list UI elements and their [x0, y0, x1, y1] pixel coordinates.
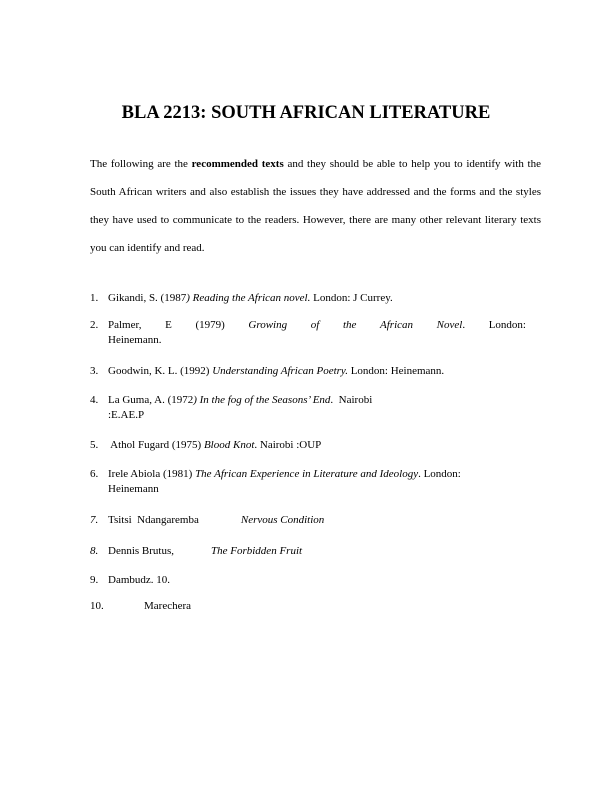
- reference-author: Athol Fugard (1975): [108, 439, 204, 451]
- intro-paragraph: [90, 150, 541, 262]
- reference-author-word: (1979): [195, 319, 225, 331]
- reference-line-2: Heinemann.: [108, 334, 162, 346]
- reference-number: 1.: [90, 292, 99, 304]
- reference-number: 3.: [90, 365, 99, 377]
- reference-number: 6.: [90, 468, 99, 480]
- reference-title-word: African: [380, 319, 414, 331]
- reference-publisher: London: Heinemann.: [347, 365, 445, 377]
- reference-item-6: [90, 467, 541, 497]
- reference-author: Dennis Brutus,: [108, 545, 174, 557]
- reference-number: 9.: [90, 574, 99, 586]
- reference-author: Gikandi, S. (1987: [108, 292, 187, 304]
- reference-title-word: the: [342, 319, 357, 331]
- reference-item-8: [90, 544, 541, 559]
- intro-text-after: and they should be able to help you to identify with the South African writers and also establish the issues they have addressed and the forms and the styles they have used to communicate to the readers. However, there are many other relevant literary texts you can identify and read.: [90, 158, 541, 254]
- reference-publisher: London:: [488, 319, 526, 331]
- reference-author-word: E: [165, 319, 172, 331]
- reference-number: 8.: [90, 545, 99, 557]
- reference-line-1: [108, 318, 526, 333]
- reference-item-4: [90, 393, 541, 423]
- reference-item-9: [90, 573, 541, 588]
- reference-text: Dambudz. 10.: [108, 574, 171, 586]
- reference-author: Tsitsi Ndangaremba: [108, 514, 199, 526]
- reference-title: ) In the fog of the Seasons’ End: [193, 394, 331, 406]
- reference-publisher: . Nairobi :OUP: [254, 439, 322, 451]
- reference-line-2: :E.AE.P: [108, 409, 145, 421]
- reference-number: 4.: [90, 394, 99, 406]
- reference-punctuation: .: [462, 319, 466, 331]
- reference-title-word: Growing: [248, 319, 288, 331]
- reference-title-word: Novel: [436, 319, 463, 331]
- reference-title: Nervous Condition: [240, 514, 325, 526]
- reference-line-2: Heinemann: [108, 483, 159, 495]
- intro-text-before: The following are the: [90, 158, 192, 170]
- reference-item-7: [90, 513, 541, 528]
- reference-number: 10.: [90, 600, 104, 612]
- reference-title: Blood Knot: [203, 439, 255, 451]
- reference-publisher: . London:: [418, 468, 461, 480]
- reference-title: The African Experience in Literature and Ideology: [195, 468, 419, 480]
- reference-item-5: [90, 438, 541, 453]
- reference-title-word: of: [310, 319, 320, 331]
- reference-item-10: [90, 599, 541, 614]
- reference-number: 7.: [90, 514, 99, 526]
- reference-number: 5.: [90, 439, 99, 451]
- reference-author-word: Palmer,: [108, 319, 142, 331]
- reference-author: Irele Abiola (1981): [108, 468, 196, 480]
- reference-number: 2.: [90, 319, 99, 331]
- reference-item-3: [90, 364, 541, 379]
- reference-item-1: [90, 291, 541, 306]
- intro-bold-text: recommended texts: [191, 158, 284, 170]
- reference-item-2: [90, 318, 541, 348]
- reference-author: La Guma, A. (1972: [108, 394, 194, 406]
- reference-title: The Forbidden Fruit: [211, 545, 303, 557]
- reference-text: Marechera: [144, 600, 192, 612]
- reference-author: Goodwin, K. L. (1992): [108, 365, 213, 377]
- reference-title: Understanding African Poetry.: [212, 365, 348, 377]
- reference-publisher: London: J Currey.: [310, 292, 393, 304]
- page-title: BLA 2213: SOUTH AFRICAN LITERATURE: [121, 103, 491, 123]
- reference-publisher: . Nairobi: [330, 394, 373, 406]
- reference-title: ) Reading the African novel.: [186, 292, 311, 304]
